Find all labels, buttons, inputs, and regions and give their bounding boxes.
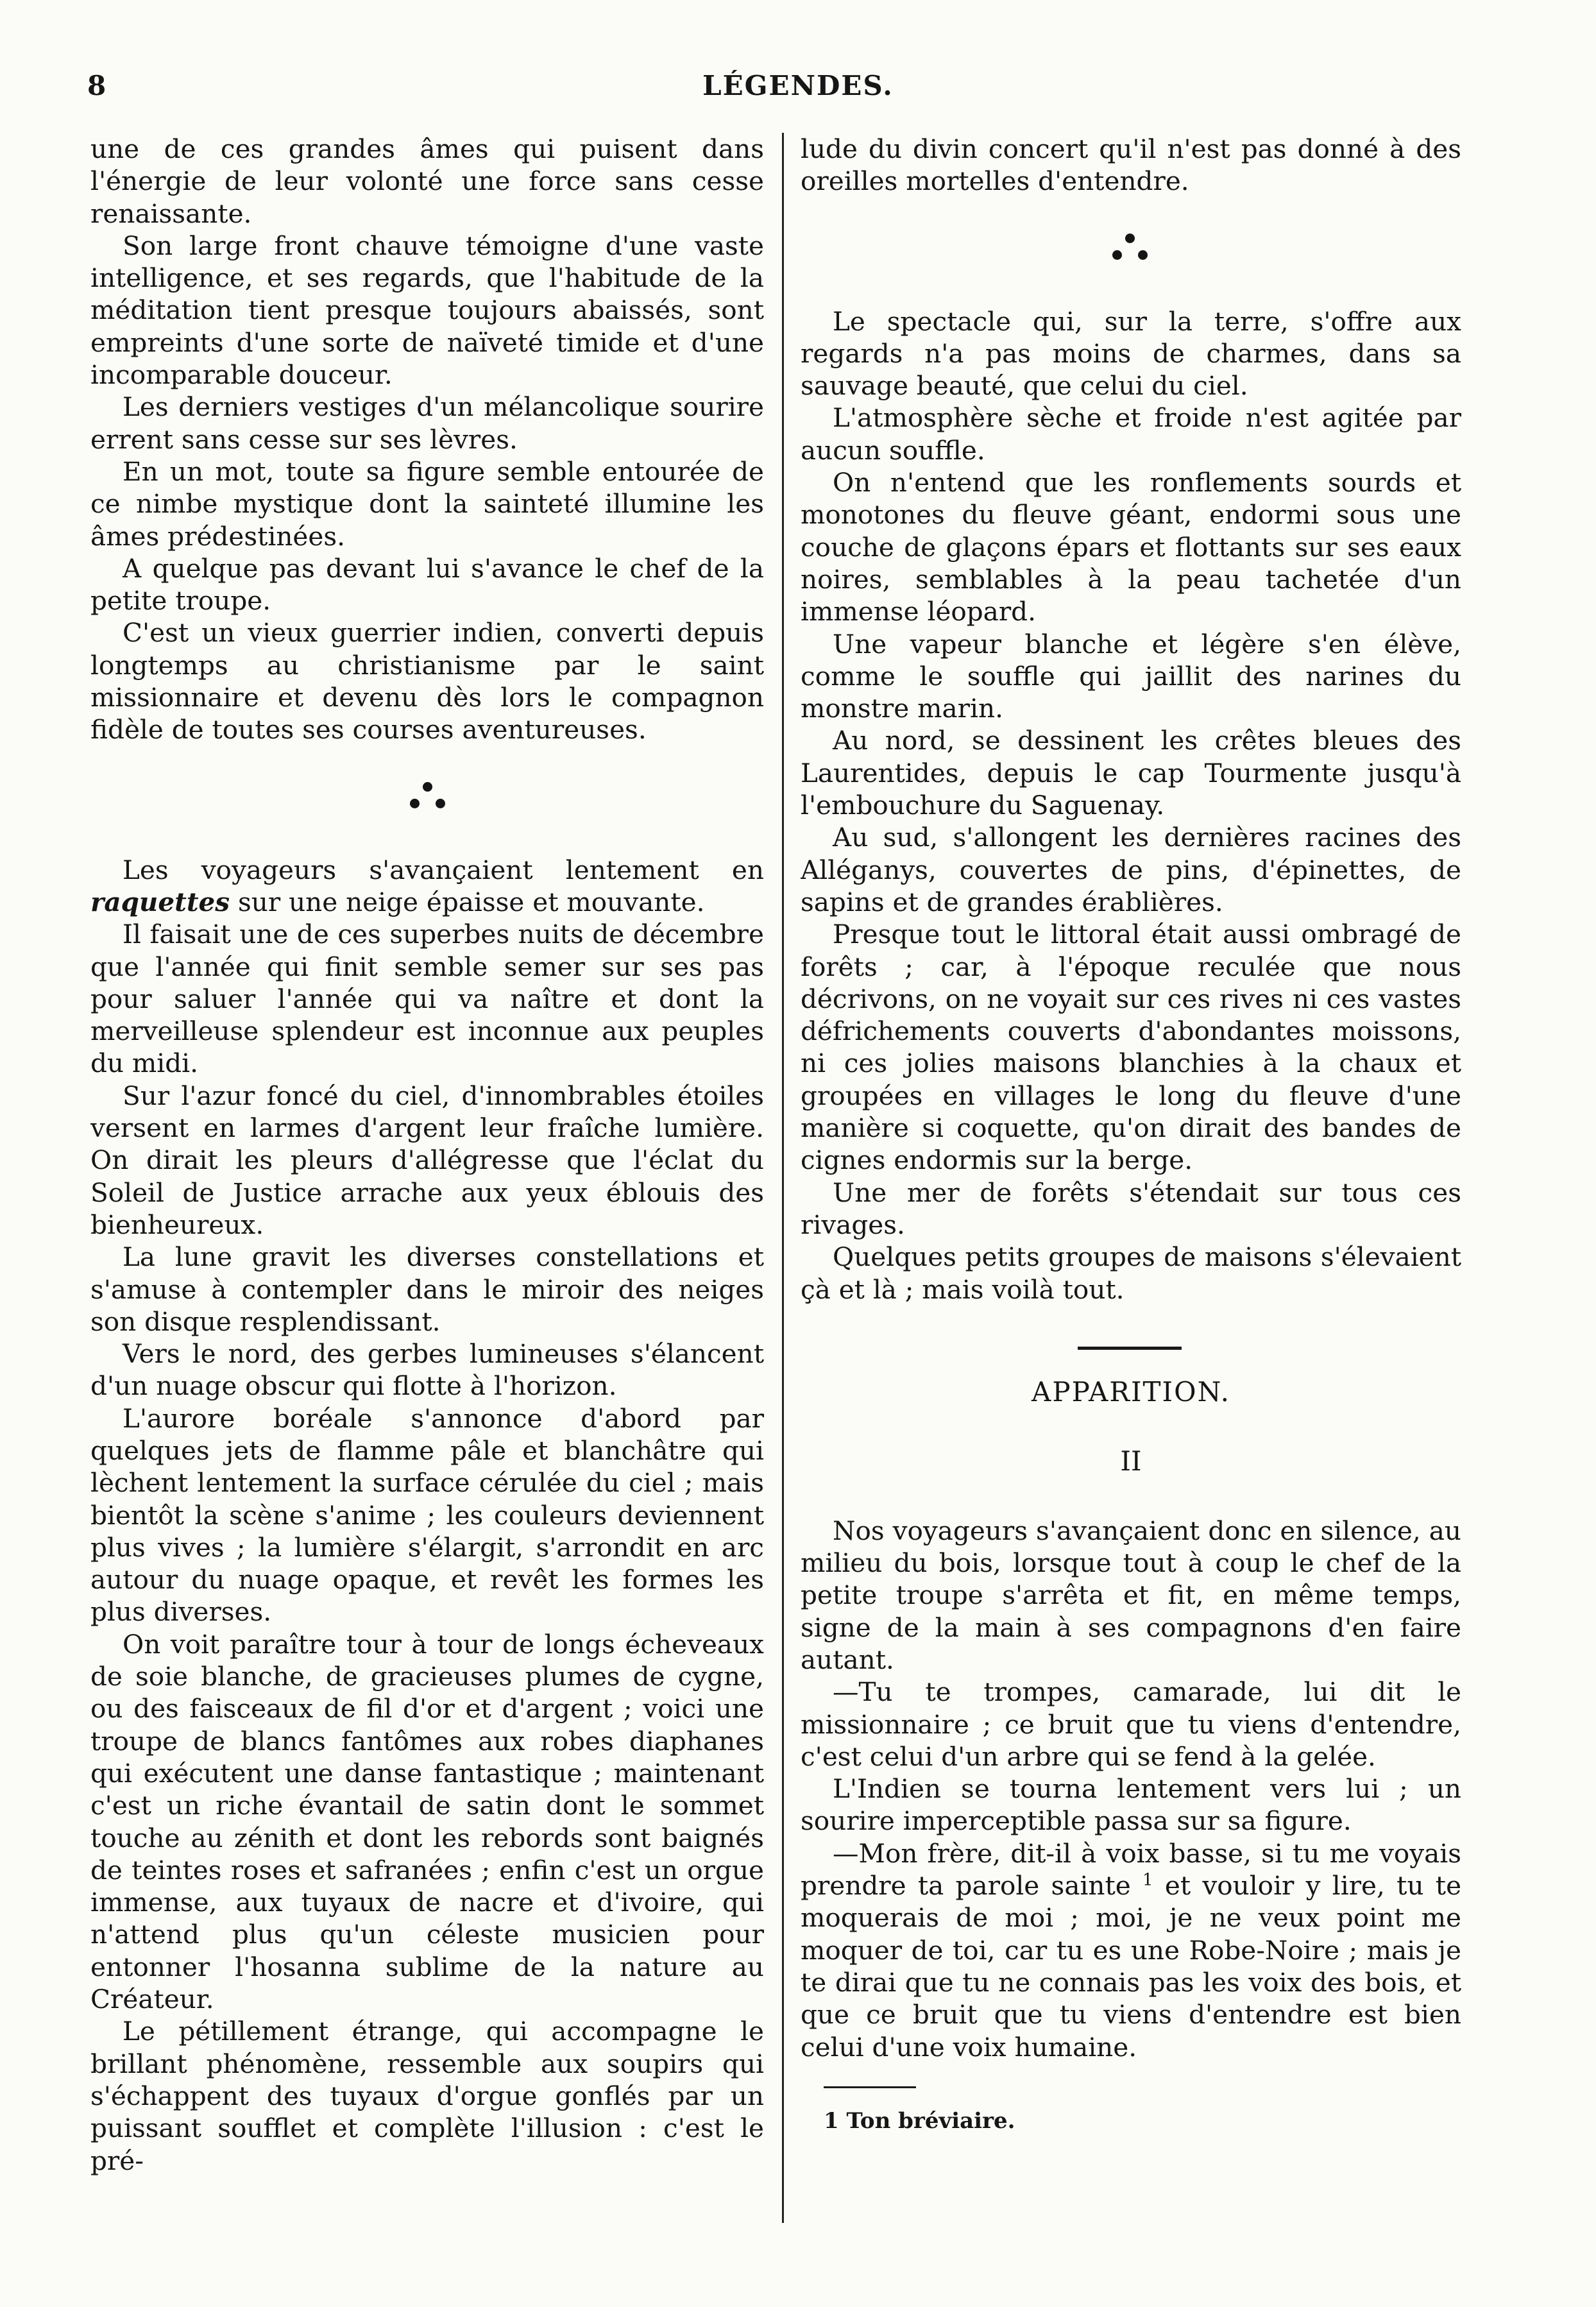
paragraph: Une mer de forêts s'étendait sur tous ces rivages. [801, 1177, 1461, 1240]
paragraph: —Tu te trompes, camarade, lui dit le missionnaire ; ce bruit que tu viens d'entendre, c'est celui d'un arbre qui se fend à la gelée. [801, 1676, 1461, 1772]
text-run: sur une neige épaisse et mouvante. [237, 886, 705, 917]
paragraph: L'atmosphère sèche et froide n'est agitée par aucun souffle. [801, 402, 1461, 466]
text-run: —Mon frère, dit-il à voix basse, si tu me voyais prendre ta parole sainte [801, 1837, 1461, 1902]
paragraph [90, 854, 764, 919]
asterism-dot [423, 782, 432, 792]
paragraph: lude du divin concert qu'il n'est pas donné à des oreilles mortelles d'entendre. [801, 133, 1461, 197]
paragraph: Presque tout le littoral était aussi ombragé de forêts ; car, à l'époque reculée que nous décrivons, on ne voyait sur ces rives ni ces vastes défrichements couverts d'abondantes moissons, ni ces jolies maisons blanchies à la chaux et groupées en villages le long du fleuve d'une manière si coquette, qu'on dirait des bandes de cignes endormis sur la berge. [801, 919, 1461, 1176]
rule-line [1078, 1347, 1182, 1350]
emphasis-raquettes: raquettes [90, 886, 230, 917]
text-run: et vouloir y lire, tu te moquerais de moi ; moi, je ne veux point me moquer de toi, car tu es une Robe-Noire ; mais je te dirai que tu ne connais pas les voix des bois, et que ce bruit que tu viens d'entendre est bien celui d'une voix humaine. [801, 1870, 1461, 2063]
footnote-rule [824, 2086, 916, 2088]
asterism-dot [1125, 234, 1135, 243]
paragraph: Au nord, se dessinent les crêtes bleues des Laurentides, depuis le cap Tourmente jusqu'à l'embouchure du Saguenay. [801, 725, 1461, 821]
paragraph [801, 1837, 1461, 2063]
footnote-marker[interactable]: 1 [1142, 1870, 1153, 1890]
page-number: 8 [87, 70, 106, 101]
asterism-dot [436, 799, 445, 808]
text-run: Les voyageurs s'avançaient lentement en [123, 854, 764, 885]
paragraph: En un mot, toute sa figure semble entourée de ce nimbe mystique dont la sainteté illumine les âmes prédestinées. [90, 455, 764, 552]
section-number: II [1120, 1445, 1142, 1477]
paragraph: On n'entend que les ronflements sourds et monotones du fleuve géant, endormi sous une couche de glaçons épars et flottants sur ses eaux noires, semblables à la peau tachetée d'un immense léopard. [801, 467, 1461, 627]
right-column [801, 133, 1461, 2167]
paragraph: A quelque pas devant lui s'avance le chef de la petite troupe. [90, 552, 764, 617]
paragraph: La lune gravit les diverses constellations et s'amuse à contempler dans le miroir des neiges son disque resplendissant. [90, 1241, 764, 1337]
paragraph: Il faisait une de ces superbes nuits de décembre que l'année qui finit semble semer sur ses pas pour saluer l'année qui va naître et dont la merveilleuse splendeur est inconnue aux peuples du midi. [90, 919, 764, 1079]
paragraph: Le spectacle qui, sur la terre, s'offre aux regards n'a pas moins de charmes, dans sa sauvage beauté, que celui du ciel. [801, 305, 1461, 402]
left-column [90, 133, 764, 2224]
paragraph: Une vapeur blanche et légère s'en élève, comme le souffle qui jaillit des narines du monstre marin. [801, 628, 1461, 724]
section-title: APPARITION. [1031, 1375, 1230, 1408]
section-break-asterism [801, 203, 1461, 302]
paragraph: Son large front chauve témoigne d'une vaste intelligence, et ses regards, que l'habitude de la méditation tient presque toujours abaissés, sont empreints d'une sorte de naïveté timide et d'une incomparable douceur. [90, 230, 764, 391]
paragraph: Vers le nord, des gerbes lumineuses s'élancent d'un nuage obscur qui flotte à l'horizon. [90, 1338, 764, 1402]
section-rule [801, 1306, 1461, 1376]
paragraph: On voit paraître tour à tour de longs écheveaux de soie blanche, de gracieuses plumes de cygne, ou des faisceaux de fil d'or et d'argent ; voici une troupe de blancs fantômes aux robes diaphanes qui exécutent une danse fantastique ; maintenant c'est un riche évantail de satin dont le sommet touche au zénith et dont les rebords sont baignés de teintes roses et safranées ; enfin c'est un orgue immense, aux tuyaux de nacre et d'ivoire, qui n'attend plus qu'un céleste musicien pour entonner l'hosanna sublime de la nature au Créateur. [90, 1628, 764, 2015]
column-divider [782, 133, 784, 2223]
paragraph: C'est un vieux guerrier indien, converti depuis longtemps au christianisme par le saint missionnaire et devenu dès lors le compagnon fidèle de toutes ses courses aventureuses. [90, 617, 764, 745]
section-break-asterism [90, 751, 764, 850]
paragraph: Sur l'azur foncé du ciel, d'innombrables étoiles versent en larmes d'argent leur fraîche lumière. On dirait les pleurs d'allégresse que l'éclat du Soleil de Justice arrache aux yeux éblouis des bienheureux. [90, 1080, 764, 1240]
running-title: LÉGENDES. [702, 70, 894, 101]
asterism-dot [1138, 250, 1148, 260]
paragraph: L'aurore boréale s'annonce d'abord par quelques jets de flamme pâle et blanchâtre qui lèchent lentement la surface cérulée du ciel ; mais bientôt la scène s'anime ; les couleurs deviennent plus vives ; la lumière s'élargit, s'arrondit en arc autour du nuage opaque, et revêt les formes les plus diverses. [90, 1402, 764, 1628]
paragraph: Nos voyageurs s'avançaient donc en silence, au milieu du bois, lorsque tout à coup le chef de la petite troupe s'arrêta et fit, en même temps, signe de la main à ses compagnons d'en faire autant. [801, 1515, 1461, 1675]
asterism-dot [410, 799, 420, 808]
asterism-dot [1112, 250, 1122, 260]
paragraph: Le pétillement étrange, qui accompagne le brillant phénomène, ressemble aux soupirs qui s'échappent des tuyaux d'orgue gonflés par un puissant soufflet et complète l'illusion : c'est le pré- [90, 2016, 764, 2176]
paragraph: Au sud, s'allongent les dernières racines des Alléganys, couvertes de pins, d'épinettes, de sapins et de grandes érablières. [801, 822, 1461, 917]
paragraph: une de ces grandes âmes qui puisent dans l'énergie de leur volonté une force sans cesse renaissante. [90, 133, 764, 229]
footnote: 1 Ton bréviaire. [824, 2107, 1015, 2134]
paragraph: L'Indien se tourna lentement vers lui ; un sourire imperceptible passa sur sa figure. [801, 1773, 1461, 1837]
paragraph: Quelques petits groupes de maisons s'élevaient çà et là ; mais voilà tout. [801, 1241, 1461, 1305]
paragraph: Les derniers vestiges d'un mélancolique sourire errent sans cesse sur ses lèvres. [90, 391, 764, 455]
